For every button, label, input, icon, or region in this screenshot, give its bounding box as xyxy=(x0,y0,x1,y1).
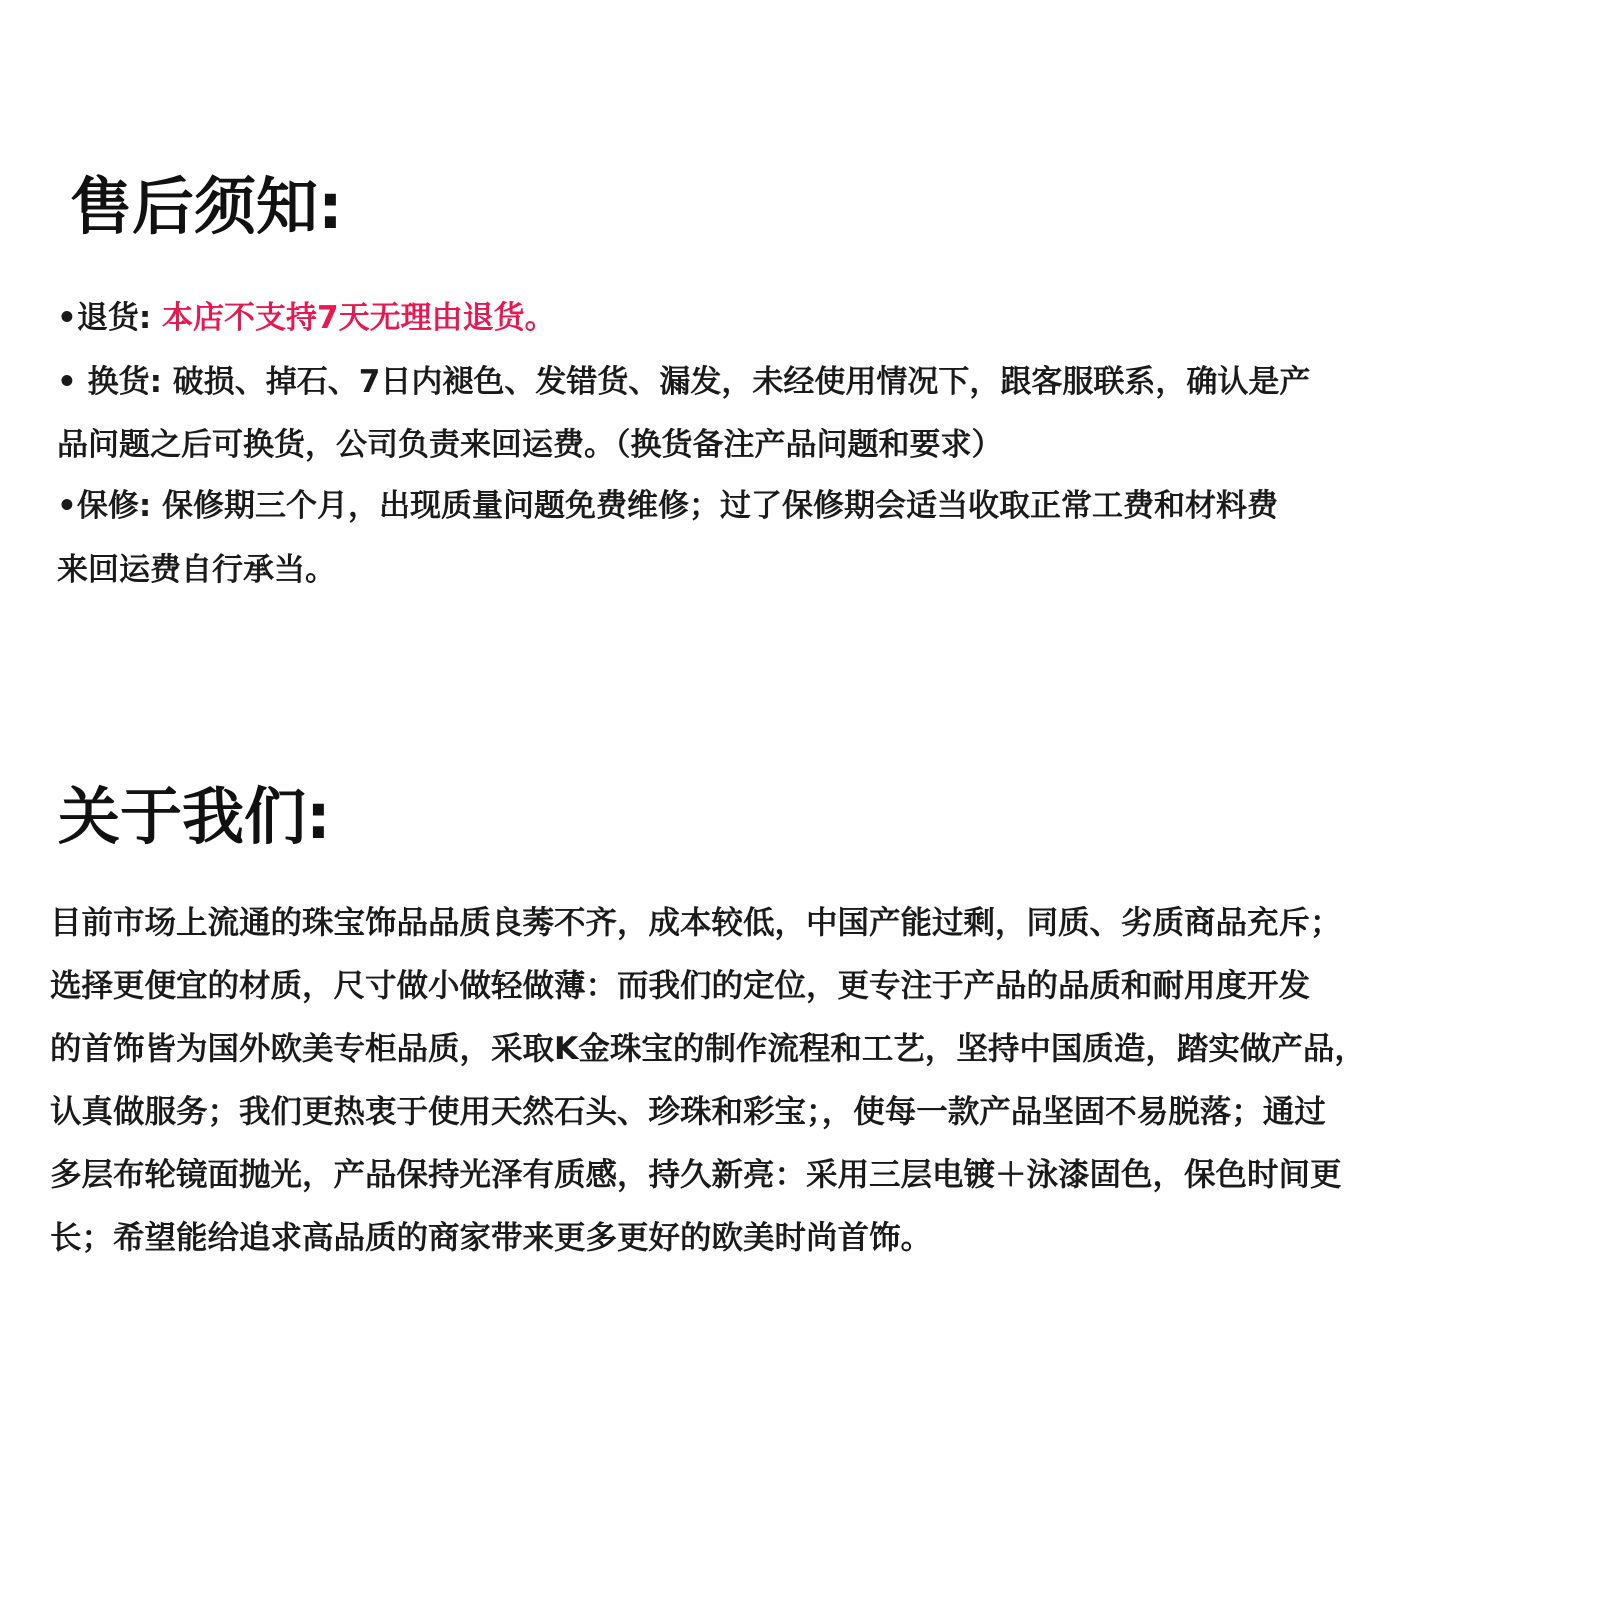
warranty-policy-line-1: •保修: 保修期三个月，出现质量问题免费维修；过了保修期会适当收取正常工费和材料费 xyxy=(57,488,1278,524)
exchange-policy-line-1: • 换货: 破损、掉石、7日内褪色、发错货、漏发，未经使用情况下，跟客服联系，确认是产 xyxy=(57,364,1311,400)
about-us-paragraph-line: 多层布轮镜面抛光，产品保持光泽有质感，持久新亮：采用三层电镀＋泳漆固色，保色时间更 xyxy=(50,1157,1342,1193)
after-sales-title: 售后须知: xyxy=(70,170,343,243)
about-us-paragraph-line: 选择更便宜的材质，尺寸做小做轻做薄：而我们的定位，更专注于产品的品质和耐用度开发 xyxy=(50,968,1311,1004)
return-policy-line xyxy=(57,300,556,336)
about-us-paragraph-line: 认真做服务；我们更热衷于使用天然石头、珍珠和彩宝；，使每一款产品坚固不易脱落；通过 xyxy=(50,1094,1326,1130)
exchange-policy-line-2: 品问题之后可换货，公司负责来回运费。（换货备注产品问题和要求） xyxy=(57,427,1003,463)
about-us-paragraph-line: 的首饰皆为国外欧美专柜品质，采取K金珠宝的制作流程和工艺，坚持中国质造，踏实做产品， xyxy=(50,1031,1366,1067)
about-us-paragraph-line: 目前市场上流通的珠宝饰品品质良莠不齐，成本较低，中国产能过剩，同质、劣质商品充斥； xyxy=(50,905,1342,941)
warranty-policy-line-2: 来回运费自行承当。 xyxy=(57,552,336,588)
return-label: •退货: xyxy=(57,300,163,336)
about-us-paragraph-line: 长；希望能给追求高品质的商家带来更多更好的欧美时尚首饰。 xyxy=(50,1220,933,1256)
return-policy-highlight: 本店不支持7天无理由退货。 xyxy=(162,300,556,336)
about-us-title: 关于我们: xyxy=(58,780,331,853)
